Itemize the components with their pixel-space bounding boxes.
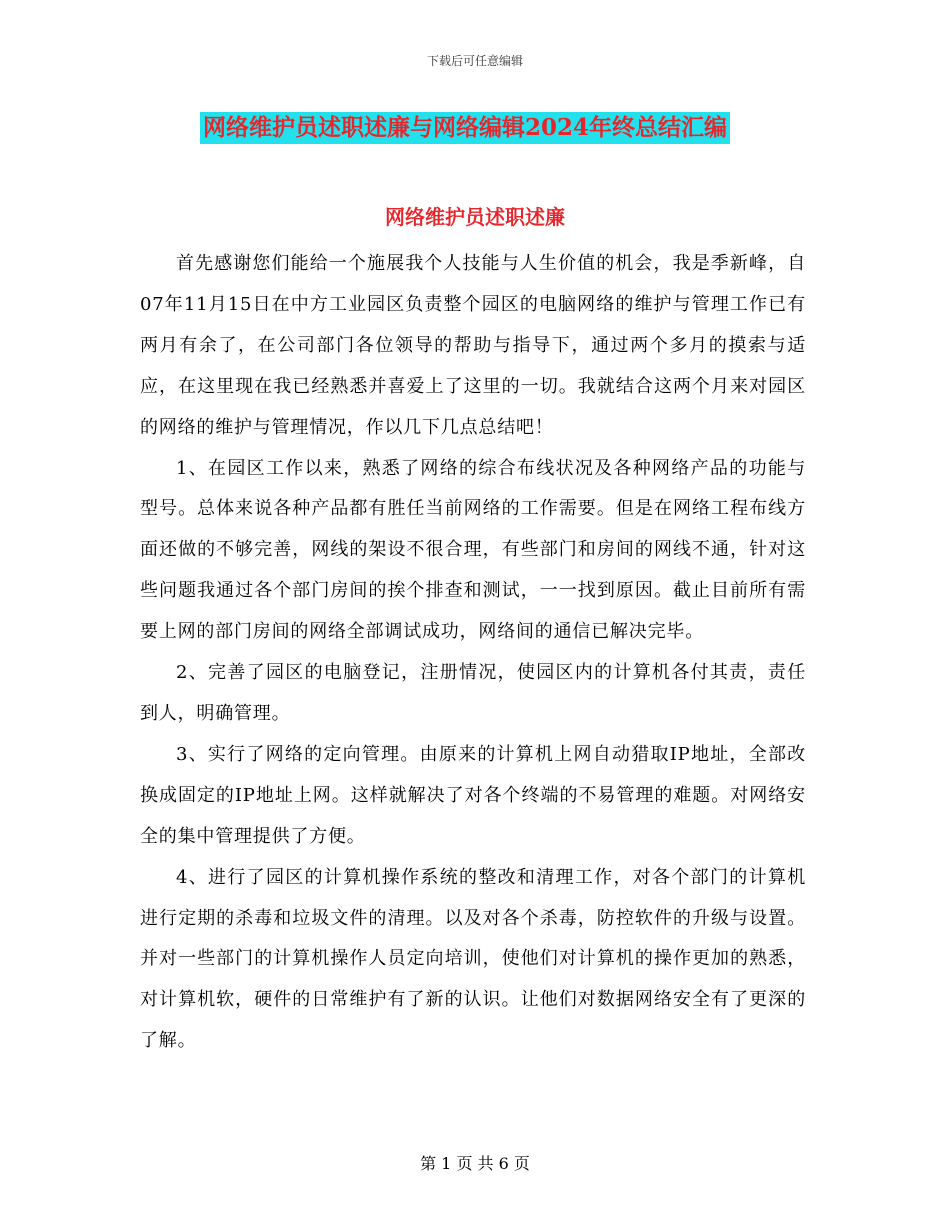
- paragraph-intro: 首先感谢您们能给一个施展我个人技能与人生价值的机会，我是季新峰，自07年11月15日在中方工业园区负责整个园区的电脑网络的维护与管理工作已有两月有余了，在公司部门各位领导的帮助与指导下，通过两个多月的摸索与适应，在这里现在我已经熟悉并喜爱上了这里的一切。我就结合这两个月来对园区的网络的维护与管理情况，作以几下几点总结吧！: [140, 253, 806, 438]
- document-title: 网络维护员述职述廉与网络编辑2024年终总结汇编: [200, 112, 730, 144]
- paragraph-item-2: 2、完善了园区的电脑登记，注册情况，使园区内的计算机各付其责，责任到人，明确管理。: [140, 662, 806, 724]
- document-body: [140, 244, 806, 1062]
- page-header-note: 下载后可任意编辑: [426, 54, 523, 68]
- paragraph-item-3: 3、实行了网络的定向管理。由原来的计算机上网自动猎取IP地址，全部改换成固定的IP地址上网。这样就解决了对各个终端的不易管理的难题。对网络安全的集中管理提供了方便。: [140, 743, 806, 847]
- section-title: 网络维护员述职述廉: [385, 205, 565, 229]
- paragraph-item-4: 4、进行了园区的计算机操作系统的整改和清理工作，对各个部门的计算机进行定期的杀毒和垃圾文件的清理。以及对各个杀毒，防控软件的升级与设置。并对一些部门的计算机操作人员定向培训，使他们对计算机的操作更加的熟悉，对计算机软，硬件的日常维护有了新的认识。让他们对数据网络安全有了更深的了解。: [140, 866, 806, 1052]
- paragraph-item-1: 1、在园区工作以来，熟悉了网络的综合布线状况及各种网络产品的功能与型号。总体来说各种产品都有胜任当前网络的工作需要。但是在网络工程布线方面还做的不够完善，网线的架设不很合理，有些部门和房间的网线不通，针对这些问题我通过各个部门房间的挨个排查和测试，一一找到原因。截止目前所有需要上网的部门房间的网络全部调试成功，网络间的通信已解决完毕。: [140, 457, 806, 643]
- page-footer: 第 1 页 共 6 页: [420, 1154, 530, 1173]
